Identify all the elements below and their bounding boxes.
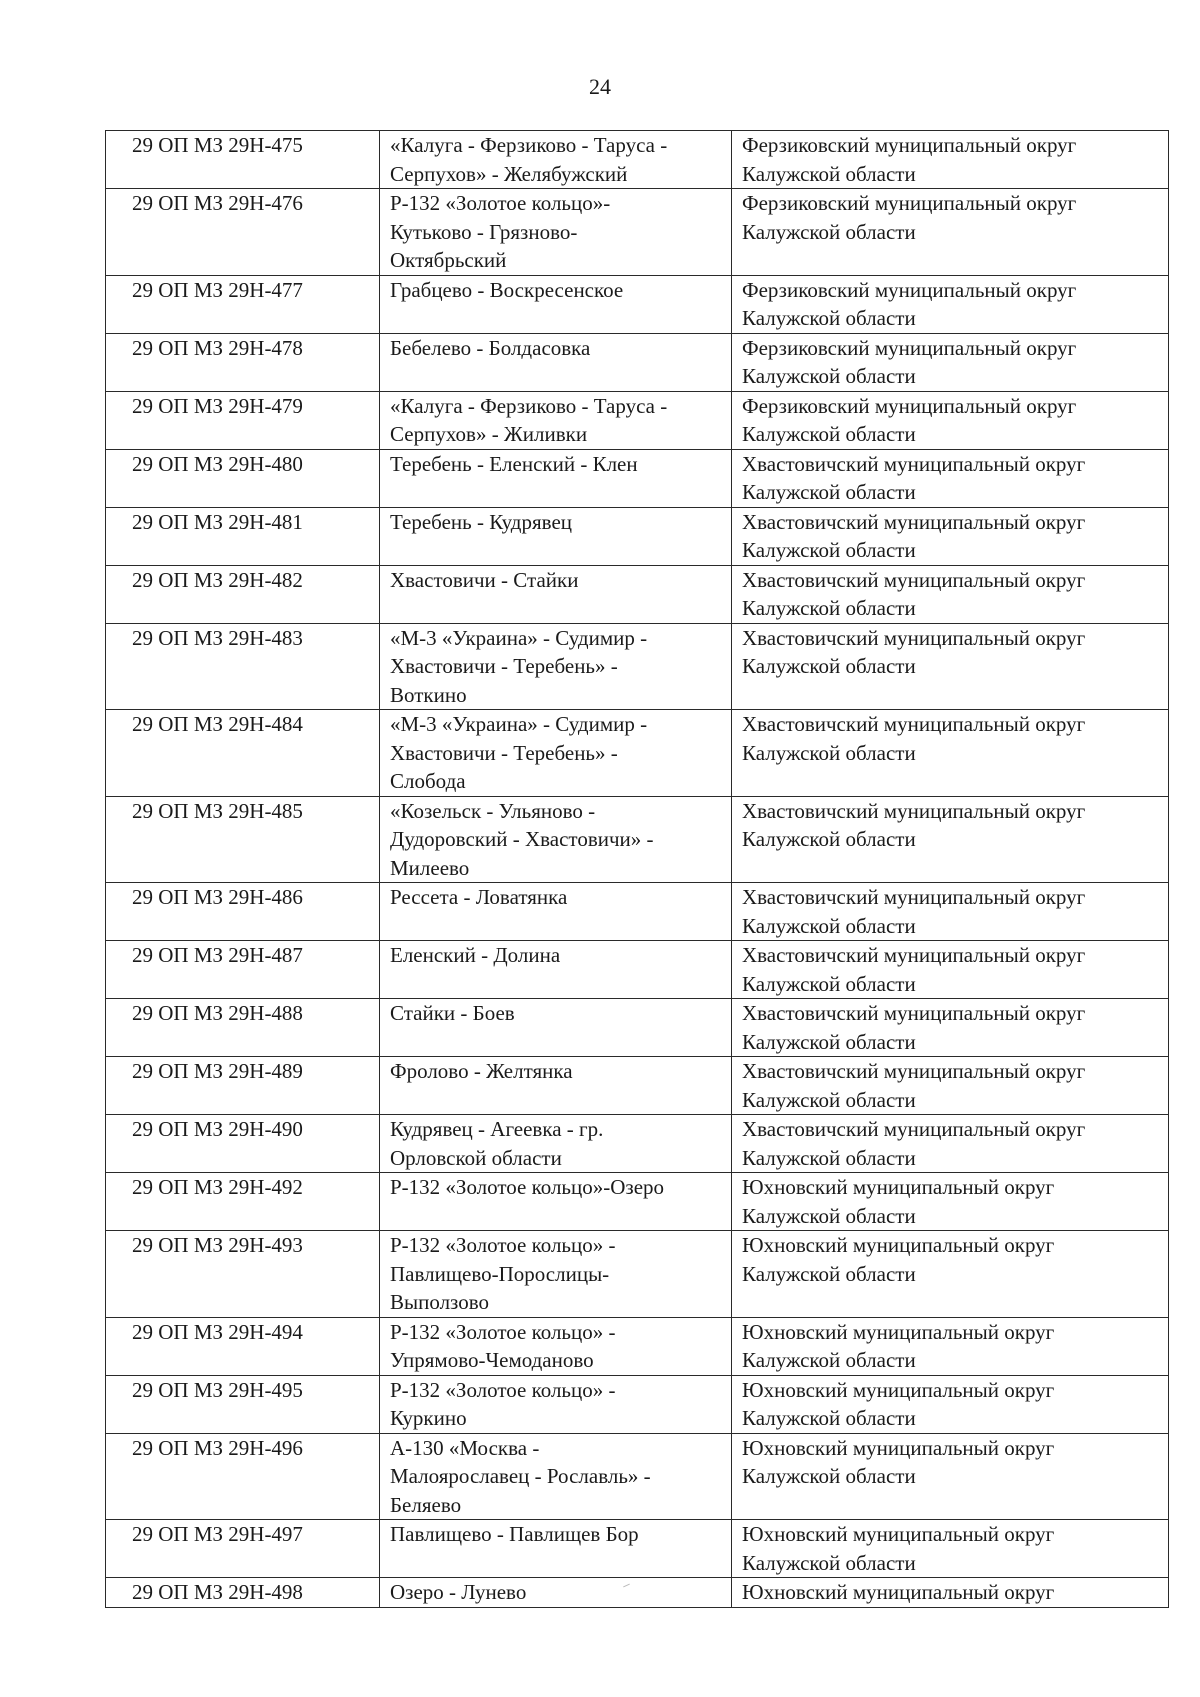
road-name-cell xyxy=(380,1173,732,1231)
district-cell xyxy=(732,131,1169,189)
table-row xyxy=(106,623,1169,710)
road-name-cell xyxy=(380,1433,732,1520)
district-cell xyxy=(732,1057,1169,1115)
road-name-line: Р-132 «Золотое кольцо»- xyxy=(390,191,611,215)
road-id-cell: 29 ОП МЗ 29Н-486 xyxy=(106,883,380,941)
road-id-cell: 29 ОП МЗ 29Н-483 xyxy=(106,623,380,710)
district-cell xyxy=(732,796,1169,883)
district-line: Хвастовичский муниципальный округ xyxy=(742,451,1086,476)
road-name-line: «Калуга - Ферзиково - Таруса - xyxy=(390,133,668,157)
district-line: Калужской области xyxy=(742,422,916,446)
district-cell xyxy=(732,941,1169,999)
table-row xyxy=(106,449,1169,507)
district-cell xyxy=(732,1317,1169,1375)
district-line: Калужской области xyxy=(742,654,916,678)
district-line: Калужской области xyxy=(742,1203,916,1228)
district-cell xyxy=(732,1173,1169,1231)
district-line: Юхновский муниципальный округ xyxy=(742,1580,1055,1604)
district-line: Калужской области xyxy=(742,1348,916,1372)
district-line: Ферзиковский муниципальный округ xyxy=(742,277,1077,302)
district-line: Ферзиковский муниципальный округ xyxy=(742,335,1077,360)
district-cell xyxy=(732,565,1169,623)
road-name-cell xyxy=(380,1317,732,1375)
district-line: Ферзиковский муниципальный округ xyxy=(742,133,1077,157)
table-row xyxy=(106,1057,1169,1115)
road-name-line: Р-132 «Золотое кольцо» - xyxy=(390,1377,616,1402)
table-row xyxy=(106,710,1169,797)
district-line: Хвастовичский муниципальный округ xyxy=(742,509,1086,534)
road-name-line: «Козельск - Ульяново - xyxy=(390,798,596,823)
road-name-line: Павлищево-Порослицы- xyxy=(390,1261,610,1286)
table-row xyxy=(106,507,1169,565)
road-id-cell: 29 ОП МЗ 29Н-497 xyxy=(106,1520,380,1578)
district-line: Хвастовичский муниципальный округ xyxy=(742,1117,1086,1141)
district-line: Хвастовичский муниципальный округ xyxy=(742,1001,1086,1025)
road-id-cell: 29 ОП МЗ 29Н-481 xyxy=(106,507,380,565)
road-id-cell: 29 ОП МЗ 29Н-490 xyxy=(106,1115,380,1173)
road-id-cell: 29 ОП МЗ 29Н-487 xyxy=(106,941,380,999)
table-row xyxy=(106,999,1169,1057)
road-name-cell xyxy=(380,1115,732,1173)
road-name-cell xyxy=(380,796,732,883)
road-id-cell: 29 ОП МЗ 29Н-479 xyxy=(106,391,380,449)
road-name-line: Серпухов» - Жиливки xyxy=(390,422,588,446)
road-name-cell xyxy=(380,131,732,189)
table-row xyxy=(106,333,1169,391)
road-id-cell: 29 ОП МЗ 29Н-475 xyxy=(106,131,380,189)
district-cell xyxy=(732,999,1169,1057)
district-line: Калужской области xyxy=(742,306,916,330)
district-cell xyxy=(732,710,1169,797)
road-id-cell: 29 ОП МЗ 29Н-482 xyxy=(106,565,380,623)
road-name-line: «М-3 «Украина» - Судимир - xyxy=(390,712,648,736)
district-line: Юхновский муниципальный округ xyxy=(742,1522,1055,1546)
road-name-line: Р-132 «Золотое кольцо»-Озеро xyxy=(390,1175,665,1199)
road-name-line: Слобода xyxy=(390,769,466,793)
district-line: Калужской области xyxy=(742,161,916,186)
road-id-cell: 29 ОП МЗ 29Н-484 xyxy=(106,710,380,797)
road-name-line: Беляево xyxy=(390,1492,462,1517)
road-name-line: Октябрьский xyxy=(390,248,507,272)
table-row xyxy=(106,1375,1169,1433)
road-name-line: Стайки - Боев xyxy=(390,1001,515,1025)
road-name-line: Малоярославец - Рославль» - xyxy=(390,1464,651,1488)
road-name-cell xyxy=(380,1520,732,1578)
district-cell xyxy=(732,1231,1169,1318)
table-row xyxy=(106,565,1169,623)
district-cell xyxy=(732,449,1169,507)
table-row xyxy=(106,391,1169,449)
road-name-cell xyxy=(380,507,732,565)
district-line: Калужской области xyxy=(742,596,916,620)
road-name-cell xyxy=(380,623,732,710)
district-line: Хвастовичский муниципальный округ xyxy=(742,798,1086,823)
road-name-line: Милеево xyxy=(390,855,470,880)
table-row xyxy=(106,1578,1169,1608)
road-name-line: Фролово - Желтянка xyxy=(390,1059,573,1083)
road-name-line: Хвастовичи - Теребень» - xyxy=(390,654,618,678)
road-name-line: Серпухов» - Желябужский xyxy=(390,161,628,186)
road-name-line: Рессета - Ловатянка xyxy=(390,885,568,909)
district-cell xyxy=(732,275,1169,333)
table-row xyxy=(106,275,1169,333)
district-line: Калужской области xyxy=(742,1261,916,1286)
district-line: Калужской области xyxy=(742,1029,916,1054)
road-name-cell xyxy=(380,941,732,999)
road-name-line: Р-132 «Золотое кольцо» - xyxy=(390,1319,616,1344)
district-line: Калужской области xyxy=(742,1464,916,1488)
district-line: Калужской области xyxy=(742,538,916,562)
district-cell xyxy=(732,333,1169,391)
district-line: Калужской области xyxy=(742,913,916,938)
district-line: Хвастовичский муниципальный округ xyxy=(742,567,1086,592)
road-id-cell: 29 ОП МЗ 29Н-478 xyxy=(106,333,380,391)
road-name-cell xyxy=(380,391,732,449)
road-id-cell: 29 ОП МЗ 29Н-489 xyxy=(106,1057,380,1115)
table-row xyxy=(106,189,1169,276)
road-name-line: «Калуга - Ферзиково - Таруса - xyxy=(390,393,668,418)
district-cell xyxy=(732,883,1169,941)
road-name-line: Теребень - Кудрявец xyxy=(390,509,573,534)
road-name-cell xyxy=(380,189,732,276)
table-row xyxy=(106,1173,1169,1231)
district-cell xyxy=(732,1375,1169,1433)
road-name-line: Теребень - Еленский - Клен xyxy=(390,451,638,476)
road-id-cell: 29 ОП МЗ 29Н-488 xyxy=(106,999,380,1057)
road-name-line: Грабцево - Воскресенское xyxy=(390,277,624,302)
road-id-cell: 29 ОП МЗ 29Н-477 xyxy=(106,275,380,333)
district-line: Калужской области xyxy=(742,1406,916,1430)
road-name-line: Кутьково - Грязново- xyxy=(390,219,578,244)
table-row xyxy=(106,1433,1169,1520)
road-id-cell: 29 ОП МЗ 29Н-496 xyxy=(106,1433,380,1520)
district-cell xyxy=(732,1115,1169,1173)
road-name-cell xyxy=(380,333,732,391)
table-row xyxy=(106,883,1169,941)
road-name-line: «М-3 «Украина» - Судимир - xyxy=(390,625,648,650)
district-line: Калужской области xyxy=(742,480,916,504)
table-row xyxy=(106,131,1169,189)
district-line: Хвастовичский муниципальный округ xyxy=(742,943,1086,967)
district-cell xyxy=(732,1520,1169,1578)
district-cell xyxy=(732,189,1169,276)
district-line: Хвастовичский муниципальный округ xyxy=(742,625,1086,650)
road-name-line: Хвастовичи - Теребень» - xyxy=(390,740,618,765)
road-name-line: Воткино xyxy=(390,682,467,707)
district-line: Калужской области xyxy=(742,971,916,996)
district-line: Хвастовичский муниципальный округ xyxy=(742,712,1086,736)
road-name-line: А-130 «Москва - xyxy=(390,1435,540,1460)
road-name-cell xyxy=(380,1375,732,1433)
district-line: Калужской области xyxy=(742,1550,916,1575)
road-name-line: Озеро - Лунево xyxy=(390,1580,527,1604)
district-line: Калужской области xyxy=(742,1087,916,1112)
road-name-cell xyxy=(380,999,732,1057)
roads-table xyxy=(105,130,1169,1608)
district-line: Ферзиковский муниципальный округ xyxy=(742,393,1077,418)
district-cell xyxy=(732,623,1169,710)
district-line: Юхновский муниципальный округ xyxy=(742,1319,1055,1344)
road-name-line: Куркино xyxy=(390,1406,467,1430)
district-line: Калужской области xyxy=(742,219,916,244)
road-name-line: Орловской области xyxy=(390,1145,562,1170)
road-name-line: Дудоровский - Хвастовичи» - xyxy=(390,827,654,851)
table-row xyxy=(106,941,1169,999)
district-line: Хвастовичский муниципальный округ xyxy=(742,885,1086,909)
road-name-line: Бебелево - Болдасовка xyxy=(390,335,591,360)
road-name-line: Р-132 «Золотое кольцо» - xyxy=(390,1233,616,1257)
road-id-cell: 29 ОП МЗ 29Н-495 xyxy=(106,1375,380,1433)
district-line: Калужской области xyxy=(742,1145,916,1170)
district-line: Юхновский муниципальный округ xyxy=(742,1233,1055,1257)
road-id-cell: 29 ОП МЗ 29Н-493 xyxy=(106,1231,380,1318)
road-id-cell: 29 ОП МЗ 29Н-480 xyxy=(106,449,380,507)
road-name-cell xyxy=(380,275,732,333)
district-cell xyxy=(732,1433,1169,1520)
table-row xyxy=(106,1231,1169,1318)
road-name-line: Хвастовичи - Стайки xyxy=(390,567,579,592)
road-name-cell xyxy=(380,1057,732,1115)
table-row xyxy=(106,1317,1169,1375)
road-name-line: Еленский - Долина xyxy=(390,943,561,967)
road-id-cell: 29 ОП МЗ 29Н-485 xyxy=(106,796,380,883)
table-row xyxy=(106,1520,1169,1578)
road-name-line: Упрямово-Чемоданово xyxy=(390,1348,594,1372)
district-line: Калужской области xyxy=(742,827,916,851)
road-name-cell xyxy=(380,710,732,797)
district-line: Калужской области xyxy=(742,740,916,765)
district-line: Юхновский муниципальный округ xyxy=(742,1435,1055,1460)
road-id-cell: 29 ОП МЗ 29Н-492 xyxy=(106,1173,380,1231)
road-name-cell xyxy=(380,1578,732,1608)
road-name-line: Кудрявец - Агеевка - гр. xyxy=(390,1117,604,1141)
road-name-cell xyxy=(380,565,732,623)
table-row xyxy=(106,1115,1169,1173)
district-cell xyxy=(732,507,1169,565)
district-line: Ферзиковский муниципальный округ xyxy=(742,191,1077,215)
road-name-line: Павлищево - Павлищев Бор xyxy=(390,1522,639,1546)
district-cell xyxy=(732,391,1169,449)
district-cell xyxy=(732,1578,1169,1608)
road-id-cell: 29 ОП МЗ 29Н-498 xyxy=(106,1578,380,1608)
road-name-cell xyxy=(380,1231,732,1318)
district-line: Хвастовичский муниципальный округ xyxy=(742,1059,1086,1083)
district-line: Юхновский муниципальный округ xyxy=(742,1175,1055,1199)
road-id-cell: 29 ОП МЗ 29Н-494 xyxy=(106,1317,380,1375)
table-row xyxy=(106,796,1169,883)
road-name-cell xyxy=(380,449,732,507)
district-line: Юхновский муниципальный округ xyxy=(742,1377,1055,1402)
road-name-line: Выползово xyxy=(390,1290,490,1314)
roads-table-body xyxy=(106,131,1169,1608)
road-id-cell: 29 ОП МЗ 29Н-476 xyxy=(106,189,380,276)
page-number: 24 xyxy=(589,74,611,99)
district-line: Калужской области xyxy=(742,364,916,388)
road-name-cell xyxy=(380,883,732,941)
